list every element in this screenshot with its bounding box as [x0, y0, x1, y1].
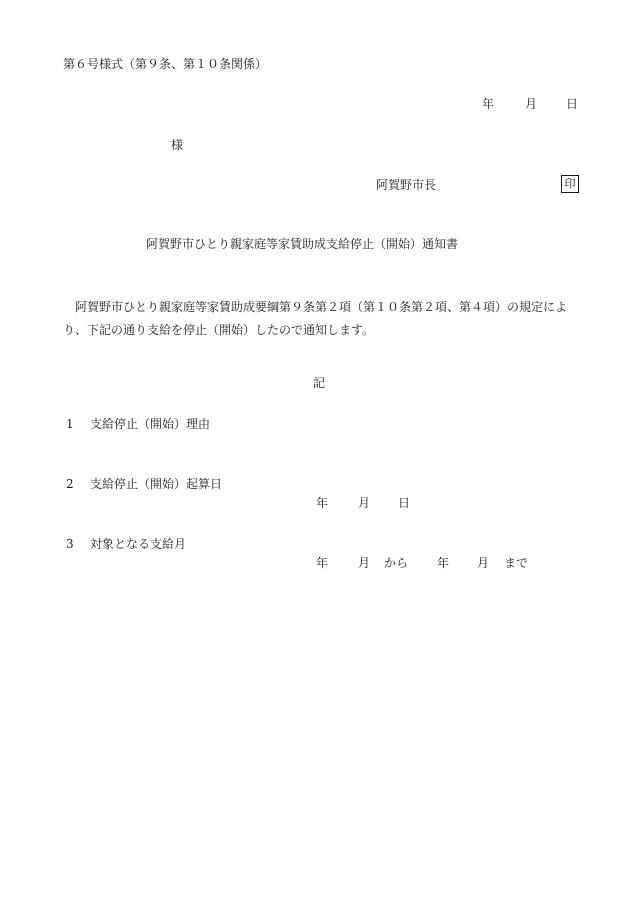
- period-to-year-label: 年: [437, 556, 450, 570]
- ki-heading: 記: [313, 376, 326, 390]
- document-title: 阿賀野市ひとり親家庭等家賃助成支給停止（開始）通知書: [146, 237, 459, 251]
- issuer-name: 阿賀野市長: [376, 178, 437, 192]
- period-from-month-label: 月: [358, 556, 371, 570]
- addressee-suffix: 様: [171, 138, 184, 152]
- item-2-label: 支給停止（開始）起算日: [90, 477, 223, 491]
- body-paragraph: 阿賀野市ひとり親家庭等家賃助成要綱第９条第２項（第１０条第２項、第４項）の規定により、下記の通り支給を停止（開始）したので通知します。: [63, 300, 568, 337]
- item-2-number: 2: [66, 477, 74, 491]
- period-from-word: から: [384, 556, 409, 570]
- date-year-label: 年: [482, 97, 495, 111]
- start-date-fields: [316, 496, 416, 510]
- period-fields: [316, 556, 536, 570]
- period-to-word: まで: [504, 556, 529, 570]
- period-from-year-label: 年: [316, 556, 329, 570]
- item-3-number: 3: [66, 537, 74, 551]
- date-month-label: 月: [525, 97, 538, 111]
- start-month-label: 月: [358, 496, 371, 510]
- start-day-label: 日: [398, 496, 411, 510]
- date-day-label: 日: [566, 97, 579, 111]
- seal-stamp-box: 印: [561, 175, 579, 193]
- start-year-label: 年: [316, 496, 329, 510]
- item-1-number: 1: [66, 417, 74, 431]
- period-to-month-label: 月: [477, 556, 490, 570]
- form-number: 第６号様式（第９条、第１０条関係）: [63, 57, 268, 71]
- item-3-label: 対象となる支給月: [90, 537, 187, 551]
- item-1-label: 支給停止（開始）理由: [90, 417, 211, 431]
- date-line: [482, 97, 578, 111]
